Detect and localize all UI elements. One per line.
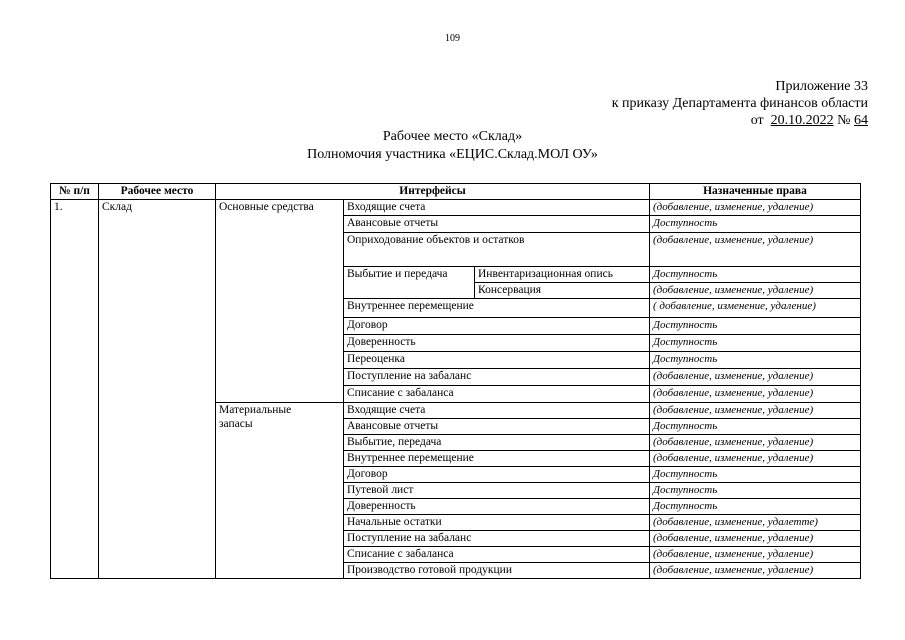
header-workplace: Рабочее место [99, 184, 216, 200]
title-permissions: Полномочия участника «ЕЦИС.Склад.МОЛ ОУ» [307, 147, 598, 162]
interface-cell: Переоценка [344, 352, 650, 369]
annex-block [612, 78, 868, 129]
interface-cell: Выбытие, передача [344, 435, 650, 451]
permissions-table [50, 183, 861, 579]
interface-cell: Авансовые отчеты [344, 216, 650, 233]
page-number: 109 [445, 33, 460, 44]
annex-line3 [612, 112, 868, 129]
interface-cell: Входящие счета [344, 403, 650, 419]
interface-cell: Оприходование объектов и остатков [344, 233, 650, 267]
rights-cell: (добавление, изменение, удаление) [650, 547, 861, 563]
group-fixed-assets: Основные средства [216, 200, 344, 403]
annex-number: 64 [854, 113, 868, 128]
row-number: 1. [51, 200, 99, 579]
document-titles [0, 128, 905, 164]
interface-cell: Внутреннее перемещение [344, 299, 650, 318]
interface-cell: Списание с забаланса [344, 547, 650, 563]
sub-interface-cell: Инвентаризационная опись [475, 267, 650, 283]
rights-cell: (добавление, изменение, удаление) [650, 531, 861, 547]
interface-cell: Входящие счета [344, 200, 650, 216]
rights-cell: (добавление, изменение, удаление) [650, 369, 861, 386]
rights-cell: Доступность [650, 483, 861, 499]
group-inventory [216, 403, 344, 579]
rights-cell: (добавление, изменение, удаление) [650, 386, 861, 403]
interface-cell: Договор [344, 467, 650, 483]
interface-cell: Производство готовой продукции [344, 563, 650, 579]
table-header-row [51, 184, 861, 200]
interface-cell: Поступление на забаланс [344, 531, 650, 547]
rights-cell: (добавление, изменение, удалетте) [650, 515, 861, 531]
header-rights: Назначенные права [650, 184, 861, 200]
header-interfaces: Интерфейсы [216, 184, 650, 200]
workplace-cell: Склад [99, 200, 216, 579]
rights-cell: Доступность [650, 352, 861, 369]
rights-cell: (добавление, изменение, удаление) [650, 283, 861, 299]
interface-cell: Поступление на забаланс [344, 369, 650, 386]
rights-cell: (добавление, изменение, удаление) [650, 233, 861, 267]
rights-cell: ( добавление, изменение, удаление) [650, 299, 861, 318]
rights-cell: Доступность [650, 216, 861, 233]
annex-from: от [750, 113, 764, 128]
rights-cell: Доступность [650, 318, 861, 335]
interface-cell: Доверенность [344, 499, 650, 515]
rights-cell: Доступность [650, 419, 861, 435]
sub-interface-cell: Консервация [475, 283, 650, 299]
annex-line1: Приложение 33 [775, 79, 868, 94]
rights-cell: (добавление, изменение, удаление) [650, 200, 861, 216]
group-inventory-line1: Материальные [219, 404, 292, 416]
rights-cell: (добавление, изменение, удаление) [650, 403, 861, 419]
rights-cell: Доступность [650, 267, 861, 283]
interface-cell: Выбытие и передача [344, 267, 475, 299]
rights-cell: Доступность [650, 499, 861, 515]
interface-cell: Списание с забаланса [344, 386, 650, 403]
rights-cell: Доступность [650, 467, 861, 483]
annex-line2: к приказу Департамента финансов области [611, 96, 868, 111]
interface-cell: Доверенность [344, 335, 650, 352]
rights-cell: (добавление, изменение, удаление) [650, 451, 861, 467]
annex-date: 20.10.2022 [770, 113, 834, 128]
rights-cell: (добавление, изменение, удаление) [650, 563, 861, 579]
interface-cell: Начальные остатки [344, 515, 650, 531]
annex-number-sign: № [837, 113, 851, 128]
table-row [51, 200, 861, 216]
title-workplace: Рабочее место «Склад» [382, 129, 523, 144]
rights-cell: (добавление, изменение, удаление) [650, 435, 861, 451]
interface-cell: Внутреннее перемещение [344, 451, 650, 467]
group-inventory-line2: запасы [219, 418, 253, 430]
interface-cell: Путевой лист [344, 483, 650, 499]
rights-cell: Доступность [650, 335, 861, 352]
header-num: № п/п [51, 184, 99, 200]
interface-cell: Авансовые отчеты [344, 419, 650, 435]
interface-cell: Договор [344, 318, 650, 335]
